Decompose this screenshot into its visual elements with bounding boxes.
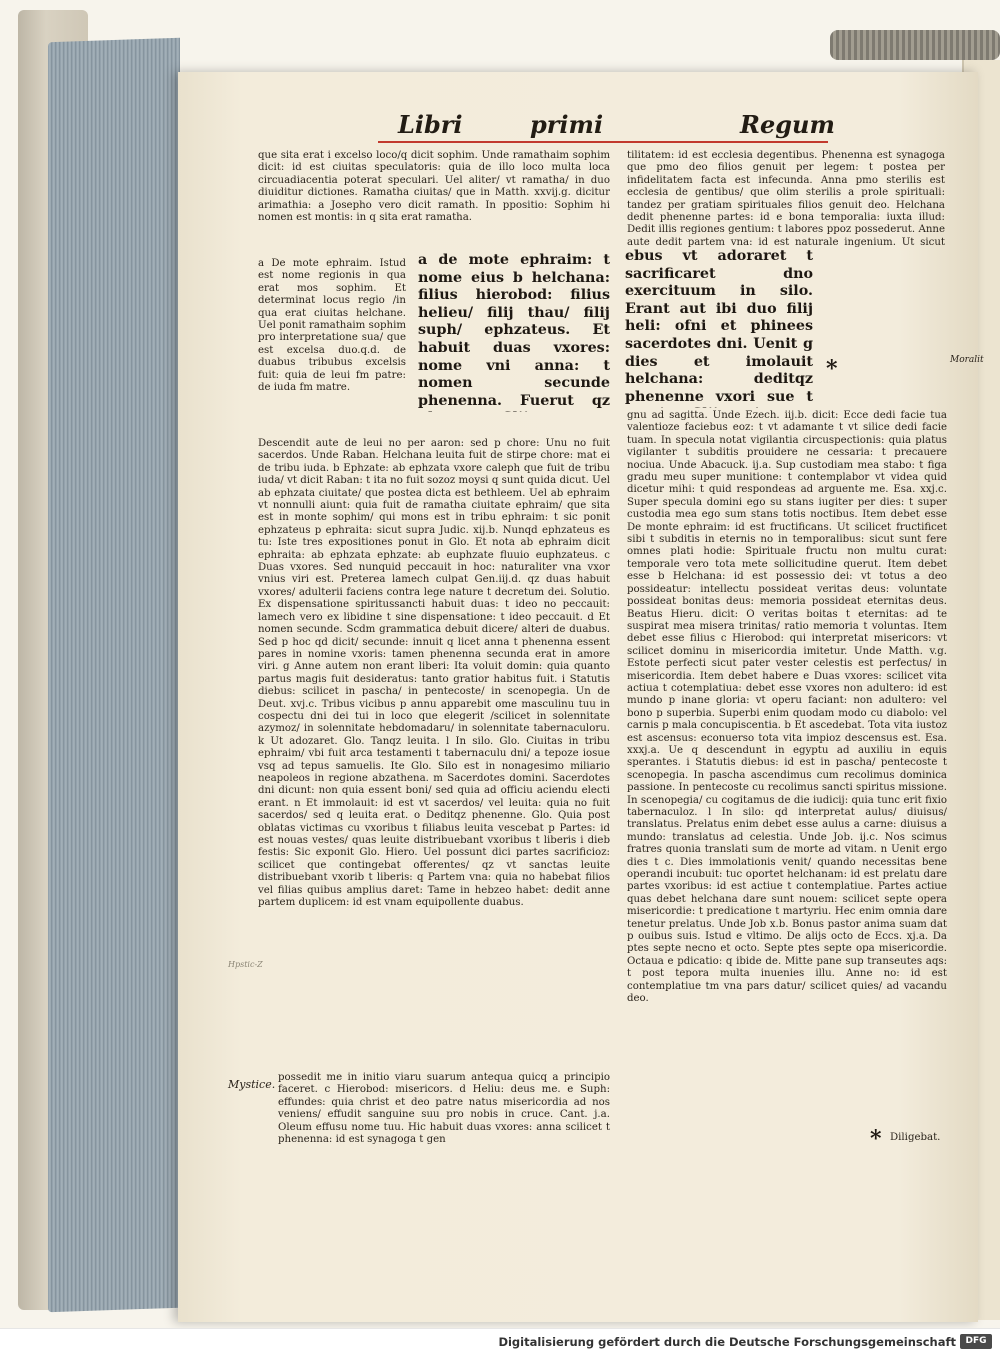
asterisk-mark: *	[870, 1126, 882, 1152]
dfg-logo-icon: DFG	[960, 1334, 992, 1349]
bible-paragraph: a de mote ephraim: t nome eius b helchana: filius hierobod: filius helieu/ filij thau/ filij suph/ ephzateus. Et habuit duas vxores: nome vni anna: t nomen secunde phenenna. Fuerut qz	[418, 252, 610, 409]
commentary-col3-top	[627, 150, 945, 248]
catchword: Diligebat.	[890, 1132, 941, 1143]
bible-text-right	[625, 248, 813, 408]
header-center: primi	[530, 110, 604, 139]
commentary-paragraph: tilitatem: id est ecclesia degentibus. Phenenna est synagoga que pmo deo filios genuit per legem: t postea per infidelitatem facta est infecunda. Anna pmo sterilis est ecclesia de gentibus/ que olim sterilis a prole spirituali: tandez per gratiam spirituales filios genuit deo. Helchana dedit phenenne partes: id e bona temporalia: iuxta illud: Dedit illis regiones gentium: t labores ppoz possederut. Anne aute dedit partem vna: id est naturale ingenium. Ut sicut	[627, 150, 945, 248]
book-spine-top	[830, 30, 1000, 60]
commentary-paragraph: a De mote ephraim. Istud est nome regionis in qua erat mos sophim. Et determinat locus regio /in qua erat ciuitas helchane. Uel ponit ramathaim sophim pro interpretatione sua/ que est excelsa duo.q.d. de duabus tribubus excelsis fuit: quia de leui fm patre: de iuda fm matre.	[258, 258, 406, 394]
book-fore-edge	[48, 38, 180, 1313]
bible-text-left	[418, 252, 610, 412]
margin-note-moralit: Moralit	[950, 355, 984, 365]
header-rubric-line	[378, 141, 828, 143]
commentary-col-left-main	[258, 438, 610, 1066]
asterisk-mark: *	[826, 356, 838, 382]
commentary-col1-top	[258, 150, 610, 252]
margin-note-faint: Hpstic-Z	[228, 960, 263, 969]
commentary-col-left-bottom	[278, 1072, 610, 1170]
commentary-paragraph: gnu ad sagitta. Unde Ezech. iij.b. dicit: Ecce dedi facie tua valentioze faciebus eoz: t vt adamante t vt silice dedi facie tuam. In specula notat vigilantia circuspectionis: quia platus vigilanter t subditis prouidere ne cessaria: t precauere nociua. Unde Abacuck. ij.a. Sup custodiam mea stabo: t figa gradu meu super munitione: t contemplabor vt videa quid dicetur mihi: t quid respondeas ad arguente me. Esa. xxj.c. Super specula domini ego su stans iugiter per dies: t super custodia mea ego sum stans totis noctibus. Item debet esse De monte ephraim: id est fructificans. Ut scilicet fructificet sibi t subditis in eternis no in temporalibus: sicut sunt fere omnes plati hodie: Spirituale fructu non multu curat: temporale vero tota mete sollicitudine querut. Item debet esse b Helchana: id est possessio dei: vt totus a deo possideatur: intellectu possideat veritas deus: voluntate possideat bonitas deus: memoria possideat eternitas deus. Beatus Hieru. dicit: O veritas boitas t eternitas: ad te suspirat mea misera trinitas/ ratio memoria t voluntas. Item debet esse filius c Hierobod: qui interpretat misericors: vt scilicet dominu in misericordia imitetur. Unde Matth. v.g. Estote perfecti sicut pater vester celestis est perfectus/ in misericordia. Item debet habere e Duas vxores: scilicet vita actiua t cotemplatiua: debet esse vxores non adultero: id est mundo p inane gloria: vt operu faciant: non adultero: vel bono p superbia. Superbi enim quodam modo cu diabolo: vel carnis p mala concupiscentia. b Et ascedebat. Tota vita iustoz est ascensus: econuerso tota vita impioz descensus est. Esa. xxxj.a. Ue q descendunt in egyptu ad auxiliu in equis sperantes. i Statutis diebus: id est in pascha/ pentecoste t scenopegia. In pascha ascendimus cum recolimus dominica passione. In pentecoste cu recolimus sancti spiritus missione. In scenopegia/ cu cogitamus de die iudicij: quia tunc erit fixio tabernaculoz. l In silo: qd interpretat aulus/ diuisus/ translatus. Prelatus enim debet esse aulus a carne: diuisus a mundo: translatus ad celestia. Unde Job. ij.c. Nos scimus fratres quonia translati sum de morte ad vitam. n Uenit ergo dies t c. Dies immolationis venit/ quando necessitas bene operandi incubuit: tuc oportet helchanam: id est prelatu dare partes vxoribus: id est actiue t contemplatiue. Partes actiue quas debet helchana dare sunt nouem: scilicet septe opera misericordie: t predicatione t martyriu. Hec enim omnia dare tenetur prelatus. Unde Job x.b. Bonus pastor anima suam dat p ouibus suis. Istud e vltimo. De alijs octo de Eccs. xj.a. Da ptes septe necno et octo. Septe ptes septe opa misericordie. Octaua e pdicatio: q ibide de. Mitte pane sup transeutes aqs: t post tepora multa inuenies illu. Anne no: id est contemplatiue tm vna pars datur/ scilicet quies/ ad vacandu deo.	[627, 410, 947, 1005]
header-right: Regum	[740, 110, 835, 139]
commentary-col1-narrow	[258, 258, 406, 438]
commentary-col-right-main	[627, 410, 947, 1148]
commentary-paragraph: que sita erat i excelso loco/q dicit sophim. Unde ramathaim sophim dicit: id est ciuitas speculatoris: quia de illo loco multa loca circuadiacentia poterat speculari. Uel aliter/ vt ramatha/ in duo diuiditur dictiones. Ramatha ciuitas/ que in Matth. xxvij.g. dicitur arimathia: a Josepho vero dicit ramath. In ppositio: Sophim hi nomen est montis: in q sita erat ramatha.	[258, 150, 610, 224]
footer-credit: Digitalisierung gefördert durch die Deutsche Forschungsgemeinschaft	[498, 1335, 956, 1349]
commentary-paragraph: Descendit aute de leui no per aaron: sed p chore: Unu no fuit sacerdos. Unde Raban. Helchana leuita fuit de stirpe chore: mat ei de tribu iuda. b Ephzate: ab ephzata vxore caleph que fuit de tribu iuda/ vt dicit Raban: t ita no fuit sozoz moysi q sunt quida dicut. Uel ab ephzata ciuitate/ que postea dicta est bethleem. Uel ab ephraim vt nonnulli aiunt: quia fuit de ramatha ciuitate ephraim/ que sita est in monte sophim/ qui mons est in tribu ephraim: t sic ponit ephzateus p ephraita: sicut supra Judic. xij.b. Nunqd ephzateus es tu: Iste tres expositiones ponut in Glo. Et nota ab ephraim dicit ephraita: ab ephzata ephzate: ab euphzate fluuio euphzateus. c Duas vxores. Sed nunquid peccauit in hoc: naturaliter vna vxor vnius viri est. Preterea lamech culpat Gen.iij.d. qz duas habuit vxores/ adulterii faciens contra lege nature t decretum dei. Solutio. Ex dispensatione spiritussancti habuit duas: t ideo no peccauit: lamech vero ex libidine t sine dispensatione: t ideo peccauit. d Et nomen secunde. Scdm grammatica debuit dicere/ alteri de duabus. Sed p hoc qd dicit/ secunde: innuit q licet anna t phenenna essent pares in nomine vxoris: tamen phenenna secunda erat in amore viri. g Anne autem non erant liberi: Ita voluit domin: quia quanto partus magis fuit desideratus: tanto gratior habitus fuit. i Statutis diebus: scilicet in pascha/ in pentecoste/ in scenopegia. Un de Deut. xvj.c. Tribus vicibus p annu apparebit ome masculinu tuu in cospectu dni dei tui in loco que elegerit /scilicet in solennitate azymoz/ in solennitate hebdomadaru/ in solennitate tabernaculoru. k Ut adozaret. Glo. Tanqz leuita. l In silo. Glo. Ciuitas in tribu ephraim/ vbi fuit arca testamenti t tabernaculu dni/ a tepoze iosue vsq ad tepus samuelis. Ite Glo. Silo est in nonagesimo miliario neapoleos in regione abzathena. m Sacerdotes domini. Sacerdotes dni dicunt: non quia essent boni/ sed quia ad officiu aciendu electi erant. n Et immolauit: id est vt sacerdos/ vel leuita: quia no fuit sacerdos/ sed q leuita erat. o Deditqz phenenne. Glo. Quia post oblatas victimas cu vxoribus t filiabus leuita vescebat p Partes: id est nouas vestes/ quas leuite distribuebant vxoribus t liberis i dieb festis: Sic exponit Glo. Hiero. Uel possunt dici partes sacrificioz: scilicet que contingebat offerentes/ qz vt sanctas leuite distribuebant vxorib t liberis: q Partem vna: quia no habebat filios vel filias quibus amplius daret: Tame in hebzeo habet: dedit anne partem duplicem: id est vnam equipollente duabus.	[258, 438, 610, 909]
commentary-paragraph: possedit me in initio viaru suarum antequa quicq a principio faceret. c Hierobod: misericors. d Heliu: deus me. e Suph: effundes: quia christ et deo patre natus misericordia ad nos veniens/ effudit sanguine suu pro nobis in cruce. Cant. j.a. Oleum effusu nome tuu. Hic habuit duas vxores: anna scilicet t phenenna: id est synagoga t gen	[278, 1072, 610, 1146]
footer-bar	[0, 1328, 1000, 1355]
margin-note-mystice: Mystice.	[228, 1078, 276, 1091]
bible-paragraph: ebus vt adoraret t sacrificaret dno exercituum in silo. Erant aut ibi duo filij heli: ofni et phinees sacerdotes dni. Uenit g dies et imolauit helchana: deditqz phenenne vxori sue t	[625, 248, 813, 405]
header-left: Libri	[398, 110, 463, 139]
